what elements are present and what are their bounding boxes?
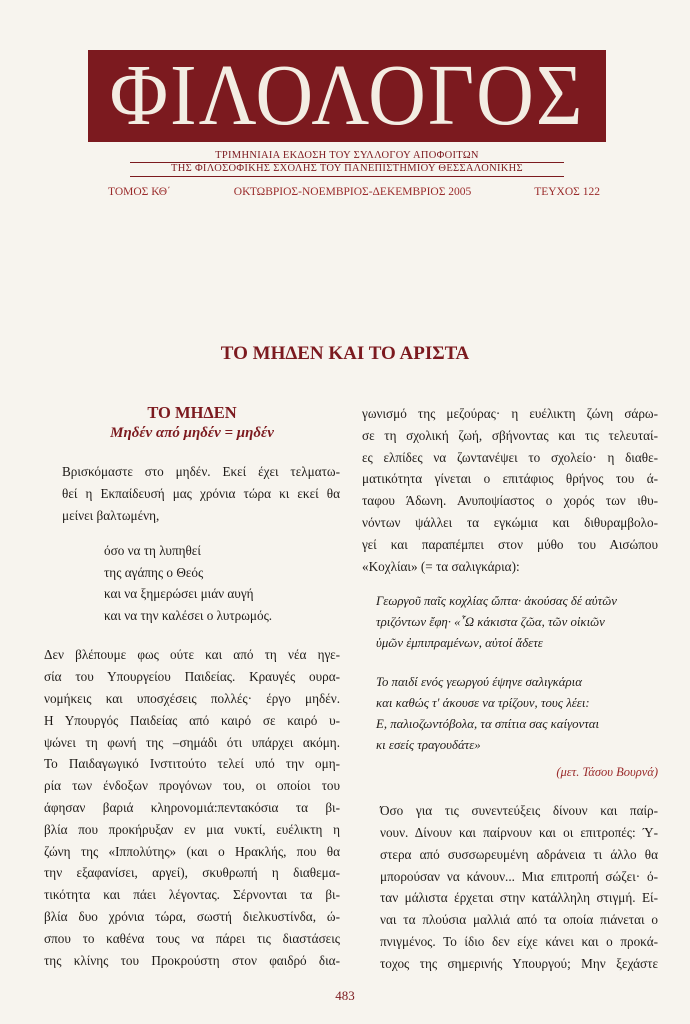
volume-label: ΤΟΜΟΣ ΚΘ΄ — [108, 186, 171, 198]
masthead-title: ΦΙΛΟΛΟΓΟΣ — [109, 50, 585, 142]
quote-line: Το παιδί ενός γεωργού έψηνε σαλιγκάρια — [376, 675, 582, 690]
right-paragraph-2 — [362, 800, 658, 974]
poem-block — [104, 540, 340, 626]
quote-line: Γεωργοῦ παῖς κοχλίας ὤπτα· ἀκούσας δέ αὐτῶν — [376, 594, 617, 609]
quote-line: κι εσείς τραγουδάτε» — [376, 738, 481, 753]
text-line: Η Υπουργός Παιδείας από καιρό σε καιρό υ- — [44, 712, 340, 728]
article-title: ΤΟ ΜΗΔΕΝ ΚΑΙ ΤΟ ΑΡΙΣΤΑ — [220, 343, 470, 364]
text-line: γωνισμό της μεζούρας· η ευέλικτη ζώνη σάρω- — [362, 406, 658, 421]
text-line: Δεν βλέπουμε φως ούτε και από τη νέα ηγε- — [44, 647, 340, 663]
left-paragraph-1 — [44, 461, 340, 526]
text-line: νουν. Δίνουν και παίρνουν και οι επιτροπές: Ύ- — [380, 824, 658, 840]
right-paragraph-1 — [362, 403, 658, 577]
poem-line: της αγάπης ο Θεός — [104, 564, 204, 580]
text-line: τοχος της σημερινής Υπουργού; Μην ξεχάστε — [380, 955, 658, 971]
text-line: Το Παιδαγωγικό Ινστιτούτο τελεί υπό την ομη- — [44, 756, 340, 772]
text-line: «Κοχλίαι» (= τα σαλιγκάρια): — [362, 558, 520, 574]
masthead-banner — [88, 50, 606, 142]
text-line: ες ελπίδες να ζωντανέψει το σχολείο· η διαθε- — [362, 449, 658, 465]
text-line: σε τη σχολική ζωή, σβήνοντας και τις τελευταί- — [362, 427, 658, 443]
text-line: στερα από συσσωρευμένη αδράνεια τι άλλο θα — [380, 846, 658, 862]
ancient-greek-quote — [376, 591, 658, 654]
quote-line: και καθώς τ' άκουσε να τρίζουν, τους λέει: — [376, 696, 590, 711]
left-column — [44, 403, 340, 985]
quote-line: ὑμῶν ἐμπιπραμένων, αὐτοί ἄδετε — [376, 636, 543, 651]
translated-quote — [376, 672, 658, 756]
text-line: βλία δυο χρόνια τώρα, σωστή διελκυστίνδα, ώ- — [44, 908, 340, 924]
quote-line: τριζόντων ἔφη· «῏Ω κάκιστα ζῶα, τῶν οἰκιῶν — [376, 615, 605, 630]
page-number: 483 — [335, 988, 355, 1003]
section-subtitle: Μηδέν από μηδέν = μηδέν — [110, 425, 274, 441]
text-line: ματικότητα γίνεται ο επιτάφιος θρήνος του ά- — [362, 471, 658, 487]
text-line: θεί η Εκπαίδευσή μας χρόνια τώρα κι εκεί θα — [62, 485, 340, 501]
text-line: ναι τα πλούσια μαλλιά από τα οποία πιάνεται ο — [380, 912, 658, 928]
text-line: σπου το καθένα τους να πάρει τις διαστάσεις — [44, 930, 340, 946]
text-line: Βρισκόμαστε στο μηδέν. Εκεί έχει τελματω- — [62, 464, 340, 479]
translation-credit: (μετ. Τάσου Βουρνά) — [556, 765, 658, 780]
text-line: την εξαφανίσει, αργεί), σκυθρωπή η διαθεμα- — [44, 865, 340, 881]
left-paragraph-2 — [44, 644, 340, 971]
text-line: της κλίνης του Προκρούστη στον φαιδρό δια- — [44, 952, 340, 968]
publisher-line-2: ΤΗΣ ΦΙΛΟΣΟΦΙΚΗΣ ΣΧΟΛΗΣ ΤΟΥ ΠΑΝΕΠΙΣΤΗΜΙΟΥ ΘΕΣΣΑΛΟΝΙΚΗΣ — [171, 163, 523, 174]
period-label: ΟΚΤΩΒΡΙΟΣ-ΝΟΕΜΒΡΙΟΣ-ΔΕΚΕΜΒΡΙΟΣ 2005 — [233, 186, 472, 198]
poem-line: και να την καλέσει ο λυτρωμός. — [104, 607, 273, 623]
text-line: ψώνει τη φωνή της –σημάδι ότι υπάρχει ακόμη. — [44, 734, 340, 750]
issue-label: ΤΕΥΧΟΣ 122 — [534, 186, 600, 198]
text-line: νομήκεις και υποσχέσεις πολλές· έργο μηδέν. — [44, 690, 340, 706]
text-line: τικότητα και πάει λέγοντας. Σέρνονται τα βι- — [44, 887, 340, 903]
text-line: πνιγμένος. Το ίδιο δεν είχε κάνει και ο προκά- — [380, 933, 658, 949]
section-title: ΤΟ ΜΗΔΕΝ — [147, 403, 237, 422]
text-line: άφησαν βαριά κληρονομιά:πεντακόσια τα βι- — [44, 799, 340, 815]
text-line: Όσο για τις συνεντεύξεις δίνουν και παίρ- — [380, 803, 658, 819]
publisher-line-1: ΤΡΙΜΗΝΙΑΙΑ ΕΚΔΟΣΗ ΤΟΥ ΣΥΛΛΟΓΟΥ ΑΠΟΦΟΙΤΩΝ — [215, 150, 479, 161]
text-line: ζώνη της «Ιππολύτης» (και ο Ηρακλής, που θα — [44, 843, 340, 859]
text-line: σία του Υπουργείου Παιδείας. Κραυγές ουρα- — [44, 669, 340, 685]
text-line: μπορούσαν να κάνουν... Μια επιτροπή σώζει· ό- — [380, 868, 658, 884]
text-line: γεί και παραπέμπει στον μύθο του Αισώπου — [362, 536, 658, 552]
quote-line: Ε, παλιοζωντόβολα, τα σπίτια σας καίγονται — [376, 717, 600, 732]
text-line: νόντων ψάλλει τα εγκώμια και διθυραμβολο- — [362, 514, 658, 530]
text-line: μείνει βαλτωμένη, — [62, 507, 160, 523]
right-column — [362, 403, 658, 989]
text-line: ταφου Άδωνη. Ανυποψίαστος ο χορός των ιθυ- — [362, 493, 658, 509]
issue-info-row — [108, 186, 600, 198]
poem-line: και να ξημερώσει μιάν αυγή — [104, 586, 254, 602]
poem-line: όσο να τη λυπηθεί — [104, 543, 201, 559]
publisher-rule-2 — [130, 176, 564, 177]
text-line: ταν μάλιστα έρχεται στην κατάλληλη στιγμή. Εί- — [380, 890, 658, 906]
text-line: ρία των ένδοξων προγόνων του, οι οποίοι του — [44, 778, 340, 794]
text-line: βλία που προκήρυξαν εν μια νυκτί, ευέλικτη η — [44, 821, 340, 837]
